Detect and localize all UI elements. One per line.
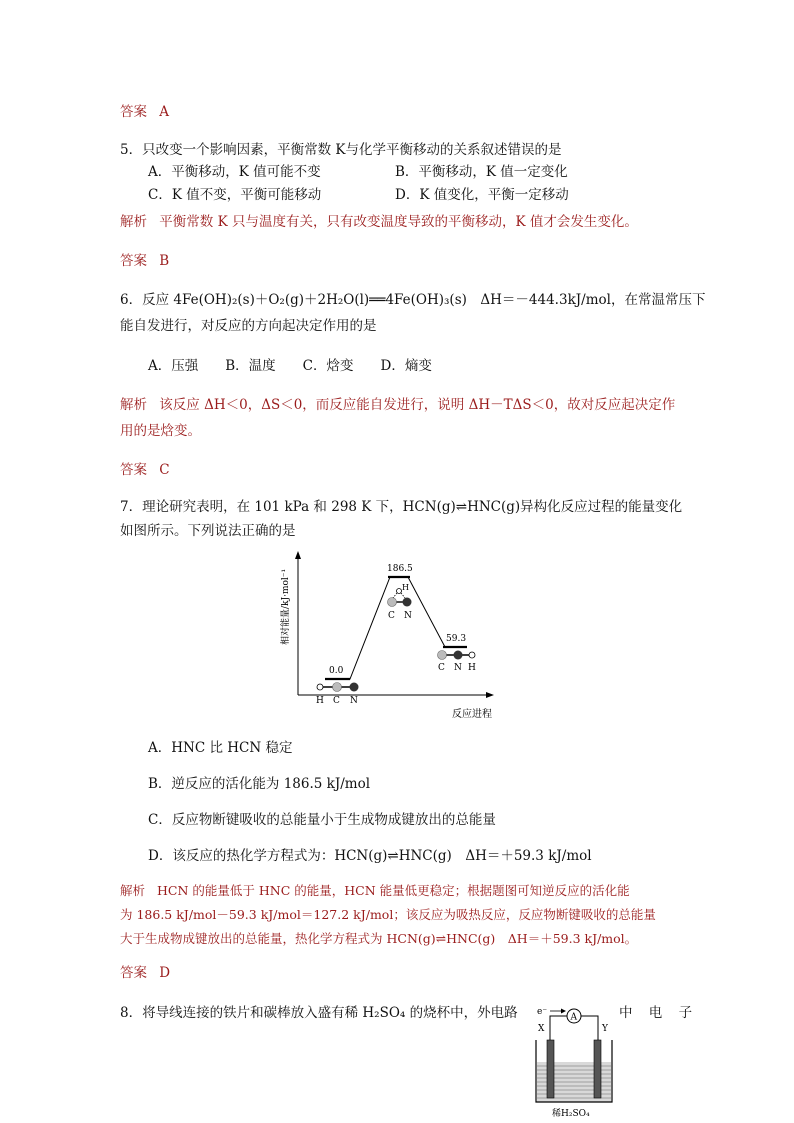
x-axis-arrow — [486, 692, 494, 698]
y-axis-arrow — [295, 551, 301, 559]
beaker-figure — [528, 1000, 618, 1123]
q5-option-b: B．平衡移动，K 值一定变化 — [395, 164, 568, 180]
svg-text:C: C — [388, 611, 395, 621]
q7-stem-line2: 如图所示。下列说法正确的是 — [120, 523, 296, 539]
electrode-x — [547, 1040, 554, 1098]
q7-analysis-line3: 大于生成物成键放出的总能量，热化学方程式为 HCN(g)⇌HNC(g) ΔH＝＋59.3 kJ/mol。 — [120, 931, 638, 946]
svg-text:N: N — [454, 663, 462, 673]
q7-analysis-line2: 为 186.5 kJ/mol－59.3 kJ/mol＝127.2 kJ/mol；该反应为吸热反应，反应物断键吸收的总能量 — [120, 907, 656, 922]
molecule-hnc — [438, 651, 477, 674]
q5-option-c: C．K 值不变，平衡可能移动 — [148, 187, 322, 203]
svg-text:A: A — [570, 1012, 577, 1023]
solution-label: 稀H₂SO₄ — [552, 1109, 590, 1119]
y-axis-label: 相对能量/kJ·mol⁻¹ — [281, 568, 291, 645]
q6-analysis-line2: 用的是焓变。 — [120, 423, 201, 439]
q7-option-d: D．该反应的热化学方程式为：HCN(g)⇌HNC(g) ΔH＝＋59.3 kJ/mol — [148, 848, 592, 864]
x-axis-label: 反应进程 — [452, 709, 492, 720]
energy-diagram — [280, 545, 510, 725]
q7-stem-line1: 7．理论研究表明，在 101 kPa 和 298 K 下，HCN(g)⇌HNC(g)异构化反应过程的能量变化 — [120, 499, 683, 515]
electrode-y — [594, 1040, 601, 1098]
svg-text:H: H — [468, 663, 476, 673]
q5-analysis: 解析 平衡常数 K 只与温度有关，只有改变温度导致的平衡移动，K 值才会发生变化。 — [120, 214, 638, 230]
q7-analysis-line1: 解析 HCN 的能量低于 HNC 的能量，HCN 能量低更稳定；根据题图可知逆反应的活化能 — [120, 883, 630, 898]
q7-option-b: B．逆反应的活化能为 186.5 kJ/mol — [148, 776, 371, 792]
svg-text:H: H — [402, 583, 409, 592]
svg-text:H: H — [316, 696, 324, 706]
level-0-value: 0.0 — [329, 666, 344, 676]
svg-text:C: C — [333, 696, 340, 706]
svg-text:N: N — [404, 611, 412, 621]
q8-stem: 8．将导线连接的铁片和碳棒放入盛有稀 H₂SO₄ 的烧杯中，外电路 — [120, 1005, 518, 1021]
q6-analysis-line1: 解析 该反应 ΔH＜0，ΔS＜0，而反应能自发进行，说明 ΔH－TΔS＜0，故对反应起决定作 — [120, 397, 676, 413]
q6-stem-line1: 6．反应 4Fe(OH)₂(s)＋O₂(g)＋2H₂O(l)══4Fe(OH)₃(s) ΔH＝－444.3kJ/mol，在常温常压下 — [120, 292, 706, 308]
q6-answer: 答案 C — [120, 462, 170, 478]
q5-option-a: A．平衡移动，K 值可能不变 — [148, 164, 321, 180]
q5-option-d: D．K 值变化，平衡一定移动 — [395, 187, 569, 203]
q7-option-c: C．反应物断键吸收的总能量小于生成物成键放出的总能量 — [148, 812, 496, 828]
electrode-x-label: X — [538, 1024, 545, 1034]
electron-label: e⁻ — [537, 1007, 548, 1017]
q4-answer: 答案 A — [120, 104, 170, 120]
q5-stem: 5．只改变一个影响因素，平衡常数 K与化学平衡移动的关系叙述错误的是 — [120, 142, 562, 158]
q8-stem-tail: 中 电 子 — [619, 1005, 699, 1021]
molecule-transition — [388, 583, 413, 621]
level-2-value: 59.3 — [446, 634, 467, 644]
q6-stem-line2: 能自发进行，对反应的方向起决定作用的是 — [120, 318, 377, 334]
molecule-hcn — [316, 683, 359, 707]
svg-text:N: N — [350, 696, 358, 706]
q5-answer: 答案 B — [120, 253, 170, 269]
q6-options: A．压强 B．温度 C．焓变 D．熵变 — [148, 358, 432, 374]
svg-text:C: C — [438, 663, 445, 673]
level-1-value: 186.5 — [387, 564, 413, 574]
electrode-y-label: Y — [602, 1024, 608, 1034]
q7-answer: 答案 D — [120, 965, 171, 981]
q7-option-a: A．HNC 比 HCN 稳定 — [148, 740, 293, 756]
